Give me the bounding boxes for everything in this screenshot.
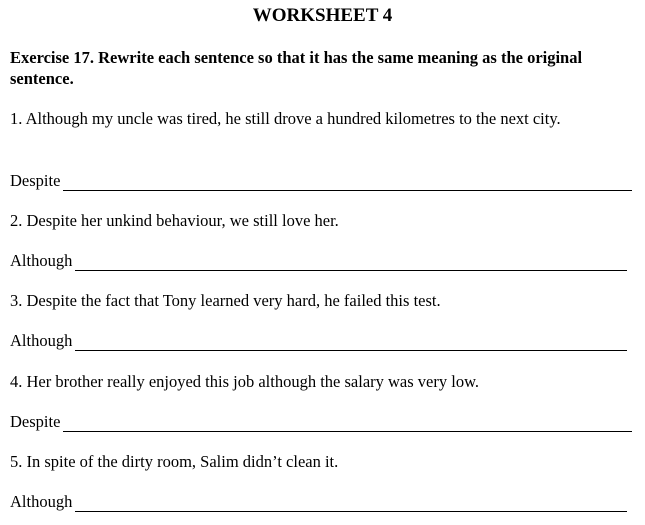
- question-1: 1. Although my uncle was tired, he still drove a hundred kilometres to the next city.: [10, 109, 561, 128]
- answer-line[interactable]: [75, 254, 627, 271]
- question-2: 2. Despite her unkind behaviour, we still love her.: [10, 211, 339, 230]
- question-3: 3. Despite the fact that Tony learned very hard, he failed this test.: [10, 291, 441, 310]
- worksheet-title: WORKSHEET 4: [252, 5, 393, 26]
- answer-row-4: [10, 412, 632, 432]
- answer-line[interactable]: [63, 415, 632, 432]
- exercise-instruction: Exercise 17. Rewrite each sentence so that it has the same meaning as the original sentence.: [10, 48, 583, 88]
- answer-line[interactable]: [75, 495, 627, 512]
- answer-prompt: Although: [10, 251, 73, 270]
- answer-prompt: Although: [10, 331, 73, 350]
- answer-prompt: Despite: [10, 171, 61, 190]
- answer-row-2: [10, 251, 627, 271]
- answer-row-3: [10, 331, 627, 351]
- answer-row-5: [10, 492, 627, 512]
- question-5: 5. In spite of the dirty room, Salim didn’t clean it.: [10, 452, 339, 471]
- answer-prompt: Despite: [10, 412, 61, 431]
- answer-row-1: [10, 171, 632, 191]
- answer-prompt: Although: [10, 492, 73, 511]
- question-4: 4. Her brother really enjoyed this job although the salary was very low.: [10, 372, 480, 391]
- answer-line[interactable]: [75, 334, 627, 351]
- answer-line[interactable]: [63, 174, 632, 191]
